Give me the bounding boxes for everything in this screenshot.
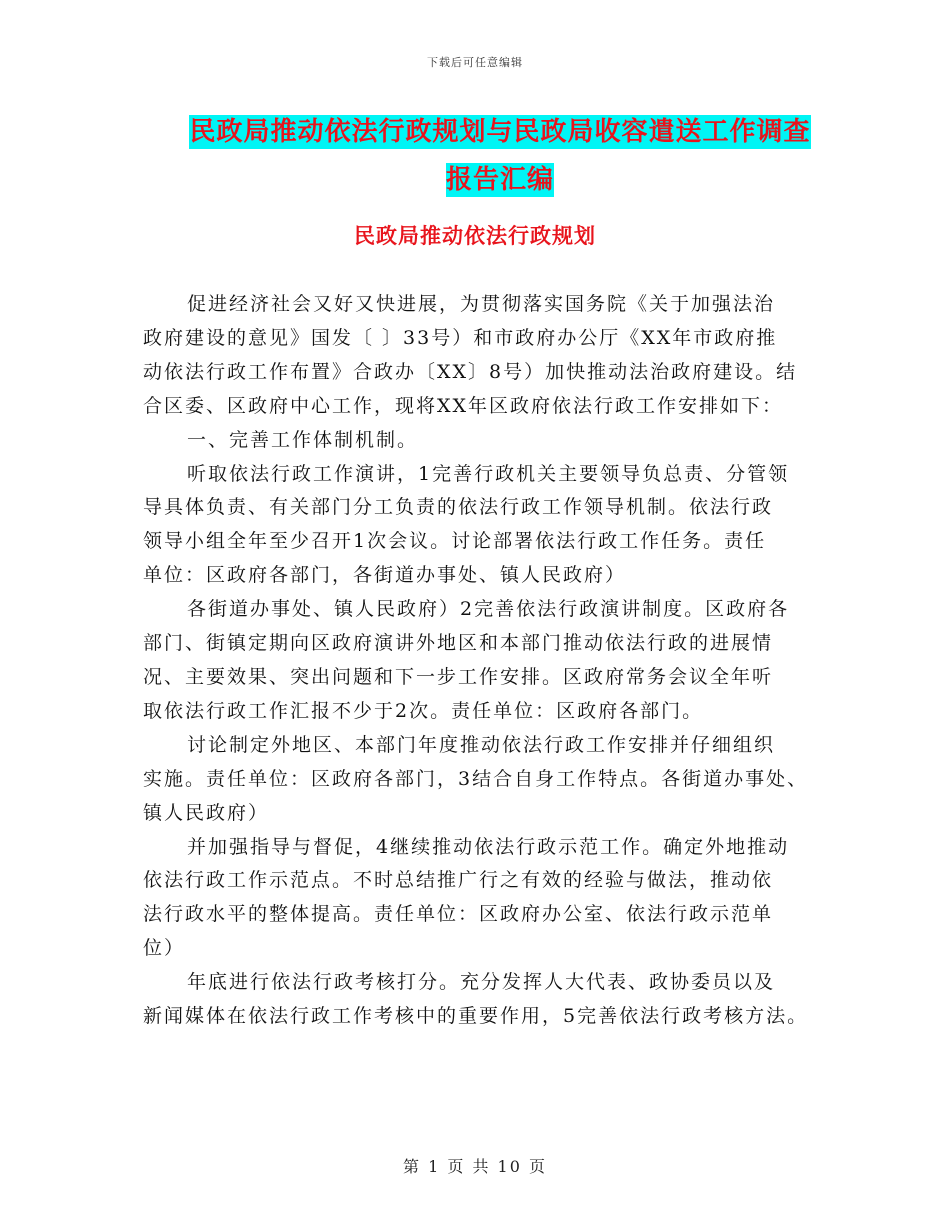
- text-line: 部门、街镇定期向区政府演讲外地区和本部门推动依法行政的进展情: [143, 632, 774, 655]
- text-line: 听取依法行政工作演讲，1完善行政机关主要领导负总责、分管领: [187, 462, 790, 485]
- text-line: 讨论制定外地区、本部门年度推动依法行政工作安排并仔细组织: [187, 733, 776, 756]
- text-line: 各街道办事处、镇人民政府）2完善依法行政演讲制度。区政府各: [187, 598, 790, 621]
- text-line: 促进经济社会又好又快进展，为贯彻落实国务院《关于加强法治: [187, 293, 776, 315]
- text-line: 法行政水平的整体提高。责任单位：区政府办公室、依法行政示范单: [143, 903, 774, 926]
- text-line: 并加强指导与督促，4继续推动依法行政示范工作。确定外地推动: [187, 835, 790, 858]
- body-text: [143, 288, 833, 1034]
- header-note: 下载后可任意编辑: [427, 56, 523, 69]
- text-line: 况、主要效果、突出问题和下一步工作安排。区政府常务会议全年听: [143, 665, 774, 688]
- text-line: 实施。责任单位：区政府各部门，3结合自身工作特点。各街道办事处、: [143, 767, 809, 790]
- section-title: 民政局推动依法行政规划: [354, 223, 596, 248]
- text-line: 单位：区政府各部门，各街道办事处、镇人民政府）: [143, 564, 627, 587]
- text-line: 导具体负责、有关部门分工负责的依法行政工作领导机制。依法行政: [143, 496, 774, 519]
- document-title-line-1: 民政局推动依法行政规划与民政局收容遣送工作调查: [189, 117, 811, 147]
- text-line: 一、完善工作体制机制。: [187, 428, 419, 451]
- text-line: 位）: [143, 937, 186, 960]
- page-footer: 第 1 页 共 10 页: [403, 1157, 547, 1176]
- text-line: 新闻媒体在依法行政工作考核中的重要作用，5完善依法行政考核方法。: [143, 1005, 809, 1028]
- text-line: 镇人民政府）: [143, 801, 270, 824]
- text-line: 年底进行依法行政考核打分。充分发挥人大代表、政协委员以及: [187, 971, 776, 994]
- document-title: [140, 108, 860, 204]
- document-title-line-2: 报告汇编: [445, 165, 554, 195]
- text-line: 领导小组全年至少召开1次会议。讨论部署依法行政工作任务。责任: [143, 530, 767, 553]
- text-line: 合区委、区政府中心工作，现将XX年区政府依法行政工作安排如下：: [143, 394, 784, 417]
- text-line: 依法行政工作示范点。不时总结推广行之有效的经验与做法，推动依: [143, 869, 774, 892]
- text-line: 政府建设的意见》国发〔 〕33号）和市政府办公厅《XX年市政府推: [143, 326, 778, 349]
- text-line: 动依法行政工作布置》合政办〔XX〕8号）加快推动法治政府建设。结: [143, 360, 798, 383]
- text-line: 取依法行政工作汇报不少于2次。责任单位：区政府各部门。: [143, 699, 704, 722]
